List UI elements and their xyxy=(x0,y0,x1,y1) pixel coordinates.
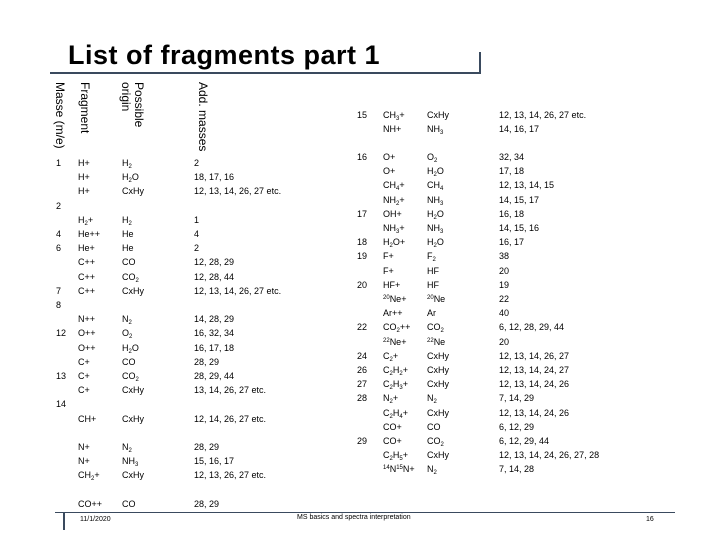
right-top-additional: 12, 13, 14, 26, 27 etc. 14, 16, 17 xyxy=(499,110,587,135)
footer-date: 11/1/2020 xyxy=(80,516,111,523)
left-mass-column: 1 2 4 6 7 8 12 13 14 xyxy=(56,158,67,410)
right-top-origin: CxHy $NH_3$ xyxy=(427,110,449,137)
title-rule xyxy=(50,72,480,74)
header-masse: Masse (m/e) xyxy=(53,82,67,149)
page-number: 16 xyxy=(646,516,654,523)
left-origin-column: $H_2$ $H_2O$ CxHy $H_2$ He He CO $CO_2$ CxHy $N_2$ $O_2$ $H_2O$ CO $CO_2$ CxHy CxHy $N_2$ $NH_3$ CxHy CO xyxy=(122,158,144,509)
right-origin-column: $O_2$ $H_2O$ $CH_4$ $NH_3$ $H_2O$ $NH_3$ $H_2O$ $F_2$ HF HF $^{20}$Ne Ar $CO_2$ $^{22}$Ne CxHy CxHy CxHy $N_2$ CxHy CO $CO_2$ CxHy $N_2$ xyxy=(427,152,449,477)
right-mass-column: 16 17 18 19 20 22 24 26 27 28 29 xyxy=(357,152,368,447)
right-fragment-column: O+ O+ $CH_4+$ $NH_2+$ OH+ $NH_3+$ $H_2O+$ F+ F+ HF+ $^{20}$Ne+ Ar++ $CO_2++$ $^{22}$Ne+ $C_2+$ $C_2H_2+$ $C_2H_3+$ $N_2+$ $C_2H_4+$ CO+ CO+ $C_2H_5+$ $^{14}N^{15}N+$ xyxy=(383,152,415,475)
page-title: List of fragments part 1 xyxy=(68,40,381,70)
left-additional-column: 2 18, 17, 16 12, 13, 14, 26, 27 etc. 1 4 2 12, 28, 29 12, 28, 44 12, 13, 14, 26, 27 etc. 14, 28, 29 16, 32, 34 16, 17, 18 28, 29 28, 29, 44 13, 14, 26, 27 etc. 12, 14, 26, 27 etc. 28, 29 15, 16, 17 12, 13, 26, 27 etc. 28, 29 xyxy=(194,158,282,509)
footer-rule xyxy=(55,512,675,513)
right-top-fragment: $CH_3+$ NH+ xyxy=(383,110,405,135)
footer-caption: MS basics and spectra interpretation xyxy=(297,514,411,521)
footer-rule-tick xyxy=(63,512,65,530)
right-additional-column: 32, 34 17, 18 12, 13, 14, 15 14, 15, 17 16, 18 14, 15, 16 16, 17 38 20 19 22 40 6, 12, 28, 29, 44 20 12, 13, 14, 26, 27 12, 13, 14, 24, 27 12, 13, 14, 24, 26 7, 14, 29 12, 13, 14, 24, 26 6, 12, 29 6, 12, 29, 44 12, 13, 14, 24, 26, 27, 28 7, 14, 28 xyxy=(499,152,600,475)
header-fragment: Fragment xyxy=(78,82,92,134)
right-top-mass: 15 xyxy=(357,110,368,120)
left-fragment-column: H+ H+ H+ $H_2+$ He++ He+ C++ C++ C++ N++ O++ O++ C+ C+ C+ CH+ N+ N+ $CH_2+$ CO++ xyxy=(78,158,103,509)
title-rule-tick xyxy=(479,52,481,74)
header-possible-origin: Possible origin xyxy=(119,82,146,128)
header-additional-masses: Add. masses xyxy=(196,82,210,152)
